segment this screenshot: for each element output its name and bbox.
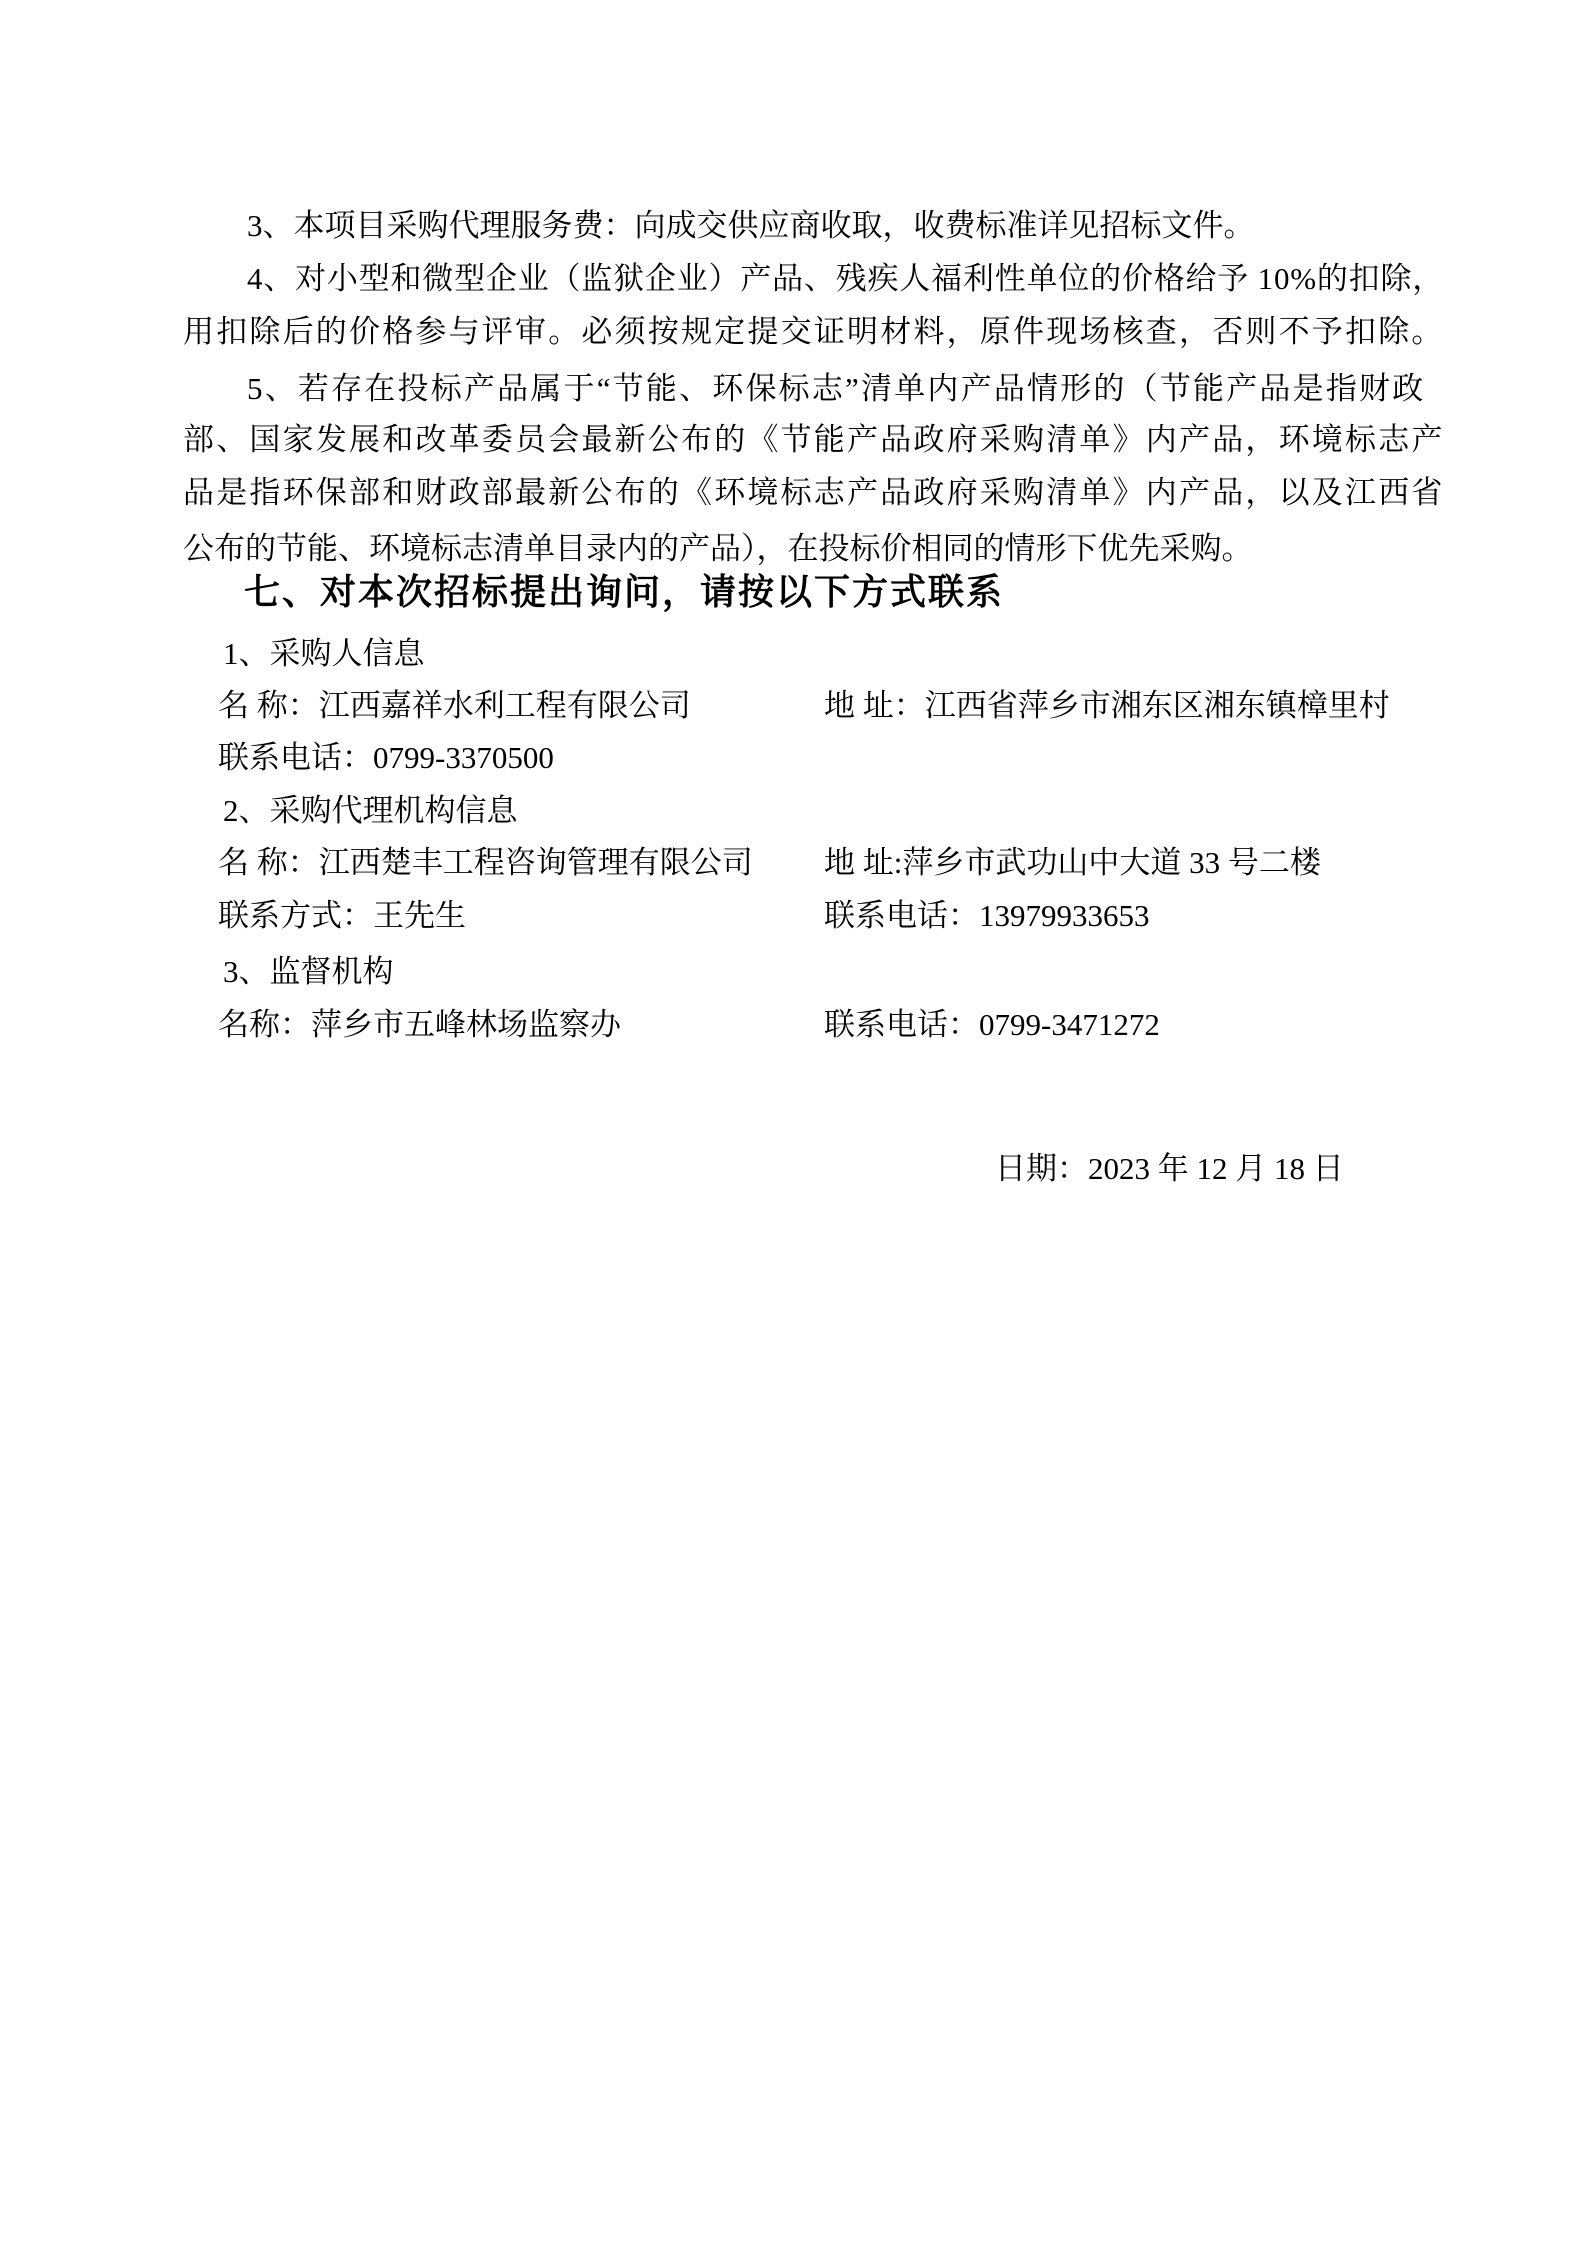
- note-item-4-line-1: 4、对小型和微型企业（监狱企业）产品、残疾人福利性单位的价格给予 10%的扣除，: [247, 261, 1445, 296]
- purchaser-section-title: 1、采购人信息: [223, 636, 425, 671]
- agency-address: 地 址:萍乡市武功山中大道 33 号二楼: [824, 845, 1321, 880]
- note-item-5-line-1: 5、若存在投标产品属于“节能、环保标志”清单内产品情形的（节能产品是指财政: [247, 371, 1426, 406]
- agency-contact-phone-row: [218, 898, 1468, 934]
- purchaser-name-address-row: [218, 688, 1468, 724]
- purchaser-phone: 联系电话：0799-3370500: [218, 740, 554, 775]
- supervisor-phone: 联系电话：0799-3471272: [824, 1007, 1160, 1042]
- supervisor-name-phone-row: [218, 1007, 1468, 1043]
- note-item-5-line-4: 公布的节能、环境标志清单目录内的产品），在投标价相同的情形下优先采购。: [183, 531, 1253, 566]
- agency-phone: 联系电话：13979933653: [824, 898, 1150, 933]
- supervisor-name: 名称：萍乡市五峰林场监察办: [218, 1007, 621, 1042]
- note-item-5-line-2: 部、国家发展和改革委员会最新公布的《节能产品政府采购清单》内产品，环境标志产: [183, 422, 1445, 457]
- supervisor-section-title: 3、监督机构: [223, 954, 394, 989]
- note-item-4-line-2: 用扣除后的价格参与评审。必须按规定提交证明材料，原件现场核查，否则不予扣除。: [183, 314, 1445, 349]
- document-date: 日期：2023 年 12 月 18 日: [995, 1151, 1344, 1186]
- agency-section-title: 2、采购代理机构信息: [223, 793, 518, 828]
- note-item-5-line-3: 品是指环保部和财政部最新公布的《环境标志产品政府采购清单》内产品，以及江西省: [183, 475, 1445, 510]
- section-7-heading: 七、对本次招标提出询问，请按以下方式联系: [244, 571, 1005, 612]
- agency-name: 名 称：江西楚丰工程咨询管理有限公司: [218, 845, 753, 880]
- purchaser-name: 名 称：江西嘉祥水利工程有限公司: [218, 688, 691, 723]
- agency-contact-person: 联系方式：王先生: [218, 898, 466, 933]
- agency-name-address-row: [218, 845, 1468, 881]
- note-item-3: 3、本项目采购代理服务费：向成交供应商收取，收费标准详见招标文件。: [247, 208, 1255, 243]
- purchaser-address: 地 址：江西省萍乡市湘东区湘东镇樟里村: [824, 688, 1390, 723]
